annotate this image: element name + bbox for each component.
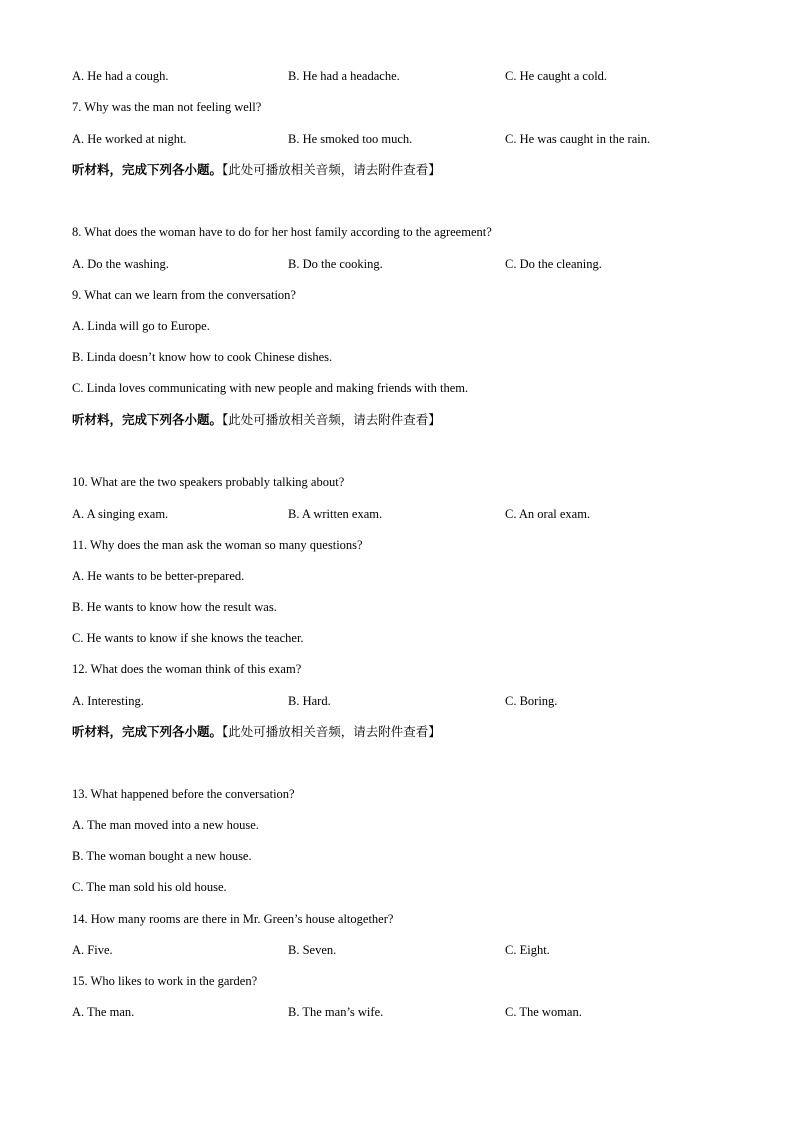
- q15-option-c: C. The woman.: [505, 1005, 582, 1019]
- q15-question: 15. Who likes to work in the garden?: [72, 974, 258, 988]
- q7-option-a: A. He worked at night.: [72, 132, 187, 146]
- q14-option-c: C. Eight.: [505, 943, 550, 957]
- listening-instruction: [72, 412, 441, 428]
- q10-option-b: B. A written exam.: [288, 507, 383, 521]
- q8-option-b: B. Do the cooking.: [288, 257, 383, 271]
- instruction-bold: 听材料，完成下列各小题。: [72, 162, 223, 177]
- instruction-audio-note[interactable]: 【此处可播放相关音频，请去附件查看】: [222, 162, 441, 177]
- q8-question: 8. What does the woman have to do for her host family according to the agreement?: [72, 225, 492, 239]
- instruction-bold: 听材料，完成下列各小题。: [72, 412, 223, 427]
- instruction-audio-note[interactable]: 【此处可播放相关音频，请去附件查看】: [222, 412, 441, 427]
- q12-option-a: A. Interesting.: [72, 694, 144, 708]
- q6-options: [72, 68, 772, 84]
- q10-question: 10. What are the two speakers probably talking about?: [72, 475, 345, 489]
- q10-options: [72, 506, 772, 522]
- q9-option-c: C. Linda loves communicating with new people and making friends with them.: [72, 381, 469, 395]
- q15-option-b: B. The man’s wife.: [288, 1005, 384, 1019]
- q13-option-a: A. The man moved into a new house.: [72, 818, 259, 832]
- q12-option-c: C. Boring.: [505, 694, 558, 708]
- q13-option-c: C. The man sold his old house.: [72, 880, 227, 894]
- q9-option-a: A. Linda will go to Europe.: [72, 319, 210, 333]
- q14-option-a: A. Five.: [72, 943, 113, 957]
- q13-question: 13. What happened before the conversation?: [72, 787, 295, 801]
- q7-option-c: C. He was caught in the rain.: [505, 132, 651, 146]
- q8-option-c: C. Do the cleaning.: [505, 257, 602, 271]
- q8-options: [72, 256, 772, 272]
- q9-question: 9. What can we learn from the conversation?: [72, 288, 296, 302]
- q15-option-a: A. The man.: [72, 1005, 135, 1019]
- q7-question: 7. Why was the man not feeling well?: [72, 100, 262, 114]
- q9-option-b: B. Linda doesn’t know how to cook Chinese dishes.: [72, 350, 333, 364]
- q10-option-a: A. A singing exam.: [72, 507, 169, 521]
- instruction-audio-note[interactable]: 【此处可播放相关音频，请去附件查看】: [222, 724, 441, 739]
- q11-option-a: A. He wants to be better-prepared.: [72, 569, 245, 583]
- q11-question: 11. Why does the man ask the woman so many questions?: [72, 538, 363, 552]
- q8-option-a: A. Do the washing.: [72, 257, 169, 271]
- q11-option-b: B. He wants to know how the result was.: [72, 600, 277, 614]
- q12-option-b: B. Hard.: [288, 694, 331, 708]
- q6-option-c: C. He caught a cold.: [505, 69, 608, 83]
- q7-options: [72, 131, 772, 147]
- instruction-bold: 听材料，完成下列各小题。: [72, 724, 223, 739]
- q14-options: [72, 942, 772, 958]
- q6-option-b: B. He had a headache.: [288, 69, 400, 83]
- q12-question: 12. What does the woman think of this exam?: [72, 662, 302, 676]
- q10-option-c: C. An oral exam.: [505, 507, 591, 521]
- q7-option-b: B. He smoked too much.: [288, 132, 413, 146]
- q15-options: [72, 1004, 772, 1020]
- q12-options: [72, 693, 772, 709]
- q14-question: 14. How many rooms are there in Mr. Green’s house altogether?: [72, 912, 394, 926]
- listening-instruction: [72, 724, 441, 740]
- listening-instruction: [72, 162, 441, 178]
- q11-option-c: C. He wants to know if she knows the teacher.: [72, 631, 304, 645]
- q14-option-b: B. Seven.: [288, 943, 337, 957]
- q13-option-b: B. The woman bought a new house.: [72, 849, 252, 863]
- q6-option-a: A. He had a cough.: [72, 69, 169, 83]
